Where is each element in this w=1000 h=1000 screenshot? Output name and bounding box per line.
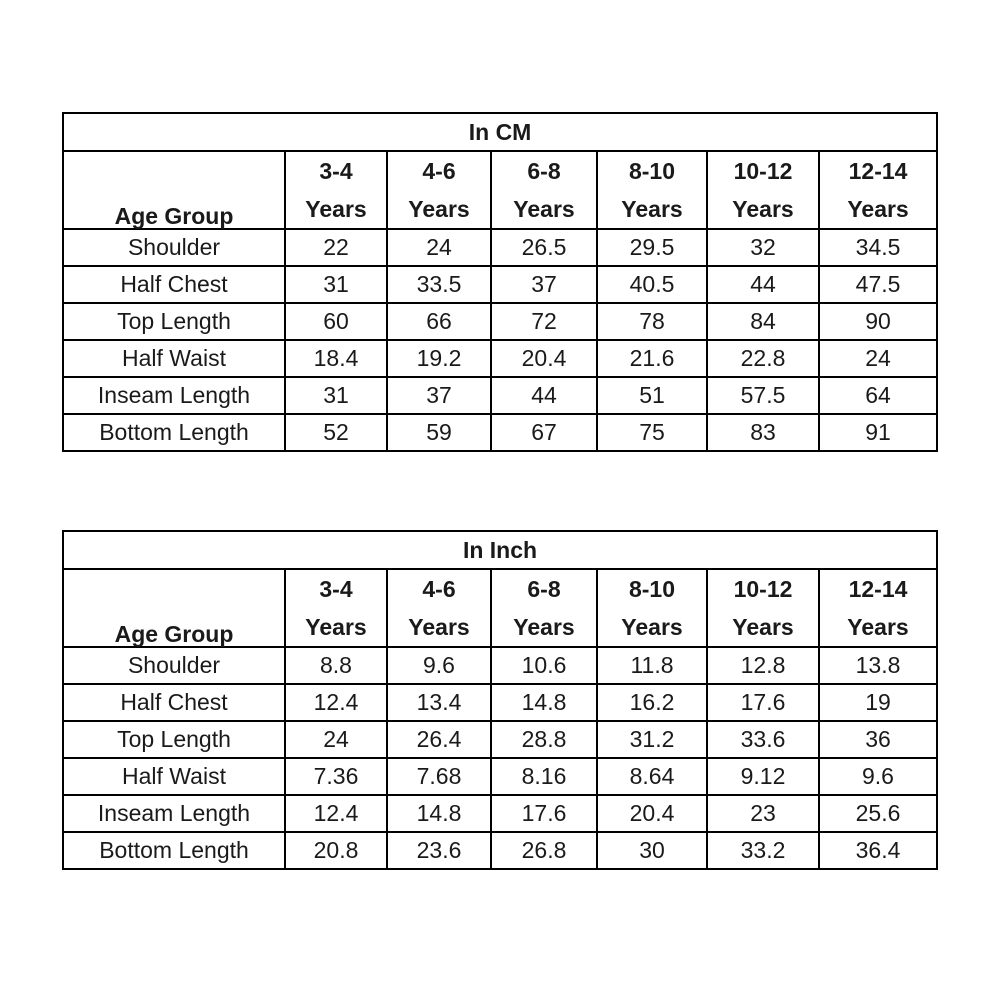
age-column-header bbox=[707, 569, 819, 647]
measurement-value: 67 bbox=[491, 414, 597, 451]
table-row bbox=[63, 229, 937, 266]
measurement-value: 23 bbox=[707, 795, 819, 832]
measurement-value: 23.6 bbox=[387, 832, 491, 869]
measurement-value: 28.8 bbox=[491, 721, 597, 758]
age-column-header bbox=[491, 151, 597, 229]
table-row bbox=[63, 266, 937, 303]
table-row bbox=[63, 340, 937, 377]
measurement-value: 31 bbox=[285, 266, 387, 303]
age-unit: Years bbox=[732, 614, 794, 640]
age-range: 6-8 bbox=[527, 158, 561, 184]
age-group-header: Age Group bbox=[63, 569, 285, 647]
measurement-value: 32 bbox=[707, 229, 819, 266]
measurement-value: 16.2 bbox=[597, 684, 707, 721]
measurement-value: 83 bbox=[707, 414, 819, 451]
measurement-value: 19.2 bbox=[387, 340, 491, 377]
age-column-header bbox=[285, 569, 387, 647]
measurement-value: 78 bbox=[597, 303, 707, 340]
table-row bbox=[63, 721, 937, 758]
age-unit: Years bbox=[513, 614, 575, 640]
measurement-value: 20.4 bbox=[491, 340, 597, 377]
age-unit: Years bbox=[513, 196, 575, 222]
measurement-value: 31 bbox=[285, 377, 387, 414]
age-column-header bbox=[819, 569, 937, 647]
measurement-value: 31.2 bbox=[597, 721, 707, 758]
measurement-value: 9.6 bbox=[819, 758, 937, 795]
measurement-value: 26.4 bbox=[387, 721, 491, 758]
measurement-value: 36 bbox=[819, 721, 937, 758]
measurement-value: 10.6 bbox=[491, 647, 597, 684]
measurement-label: Half Chest bbox=[63, 684, 285, 721]
size-table-inch bbox=[62, 530, 938, 870]
measurement-label: Inseam Length bbox=[63, 795, 285, 832]
measurement-value: 24 bbox=[819, 340, 937, 377]
age-range: 10-12 bbox=[733, 576, 793, 602]
age-range: 3-4 bbox=[319, 576, 353, 602]
measurement-value: 20.8 bbox=[285, 832, 387, 869]
table-row bbox=[63, 684, 937, 721]
age-range: 6-8 bbox=[527, 576, 561, 602]
measurement-value: 84 bbox=[707, 303, 819, 340]
measurement-value: 14.8 bbox=[491, 684, 597, 721]
measurement-value: 25.6 bbox=[819, 795, 937, 832]
age-column-header bbox=[819, 151, 937, 229]
table-title: In Inch bbox=[63, 531, 937, 569]
measurement-value: 26.8 bbox=[491, 832, 597, 869]
measurement-value: 26.5 bbox=[491, 229, 597, 266]
measurement-value: 66 bbox=[387, 303, 491, 340]
measurement-value: 7.68 bbox=[387, 758, 491, 795]
age-unit: Years bbox=[847, 614, 909, 640]
measurement-value: 60 bbox=[285, 303, 387, 340]
measurement-label: Shoulder bbox=[63, 229, 285, 266]
measurement-value: 33.2 bbox=[707, 832, 819, 869]
size-table-cm bbox=[62, 112, 938, 452]
measurement-value: 17.6 bbox=[707, 684, 819, 721]
measurement-value: 40.5 bbox=[597, 266, 707, 303]
measurement-label: Shoulder bbox=[63, 647, 285, 684]
measurement-value: 19 bbox=[819, 684, 937, 721]
table-row bbox=[63, 414, 937, 451]
table-row bbox=[63, 758, 937, 795]
measurement-value: 18.4 bbox=[285, 340, 387, 377]
age-range: 8-10 bbox=[628, 158, 676, 184]
table-row bbox=[63, 303, 937, 340]
measurement-value: 37 bbox=[387, 377, 491, 414]
measurement-label: Half Waist bbox=[63, 340, 285, 377]
age-range: 4-6 bbox=[422, 158, 456, 184]
measurement-label: Bottom Length bbox=[63, 414, 285, 451]
age-range: 3-4 bbox=[319, 158, 353, 184]
measurement-value: 33.5 bbox=[387, 266, 491, 303]
age-range: 10-12 bbox=[733, 158, 793, 184]
measurement-value: 34.5 bbox=[819, 229, 937, 266]
measurement-label: Top Length bbox=[63, 303, 285, 340]
measurement-value: 59 bbox=[387, 414, 491, 451]
age-range: 12-14 bbox=[848, 158, 908, 184]
measurement-value: 47.5 bbox=[819, 266, 937, 303]
age-column-header bbox=[597, 151, 707, 229]
age-unit: Years bbox=[847, 196, 909, 222]
measurement-value: 24 bbox=[285, 721, 387, 758]
measurement-value: 52 bbox=[285, 414, 387, 451]
age-range: 8-10 bbox=[628, 576, 676, 602]
measurement-value: 12.4 bbox=[285, 795, 387, 832]
measurement-value: 44 bbox=[707, 266, 819, 303]
age-unit: Years bbox=[408, 614, 470, 640]
age-unit: Years bbox=[621, 196, 683, 222]
measurement-value: 51 bbox=[597, 377, 707, 414]
measurement-value: 8.16 bbox=[491, 758, 597, 795]
table-row bbox=[63, 377, 937, 414]
measurement-value: 75 bbox=[597, 414, 707, 451]
measurement-value: 8.64 bbox=[597, 758, 707, 795]
measurement-label: Half Waist bbox=[63, 758, 285, 795]
table-row bbox=[63, 795, 937, 832]
measurement-value: 22 bbox=[285, 229, 387, 266]
age-column-header bbox=[387, 569, 491, 647]
measurement-value: 72 bbox=[491, 303, 597, 340]
age-range: 12-14 bbox=[848, 576, 908, 602]
measurement-label: Inseam Length bbox=[63, 377, 285, 414]
measurement-value: 13.4 bbox=[387, 684, 491, 721]
measurement-label: Half Chest bbox=[63, 266, 285, 303]
measurement-value: 20.4 bbox=[597, 795, 707, 832]
age-column-header bbox=[285, 151, 387, 229]
measurement-value: 33.6 bbox=[707, 721, 819, 758]
measurement-value: 29.5 bbox=[597, 229, 707, 266]
table-title: In CM bbox=[63, 113, 937, 151]
measurement-value: 14.8 bbox=[387, 795, 491, 832]
measurement-value: 12.4 bbox=[285, 684, 387, 721]
measurement-value: 57.5 bbox=[707, 377, 819, 414]
measurement-value: 9.6 bbox=[387, 647, 491, 684]
measurement-label: Bottom Length bbox=[63, 832, 285, 869]
measurement-value: 12.8 bbox=[707, 647, 819, 684]
age-unit: Years bbox=[305, 196, 367, 222]
measurement-value: 30 bbox=[597, 832, 707, 869]
measurement-value: 7.36 bbox=[285, 758, 387, 795]
measurement-value: 17.6 bbox=[491, 795, 597, 832]
age-range: 4-6 bbox=[422, 576, 456, 602]
table-row bbox=[63, 832, 937, 869]
age-unit: Years bbox=[732, 196, 794, 222]
measurement-value: 64 bbox=[819, 377, 937, 414]
age-unit: Years bbox=[621, 614, 683, 640]
age-group-header: Age Group bbox=[63, 151, 285, 229]
measurement-label: Top Length bbox=[63, 721, 285, 758]
measurement-value: 91 bbox=[819, 414, 937, 451]
measurement-value: 37 bbox=[491, 266, 597, 303]
measurement-value: 44 bbox=[491, 377, 597, 414]
measurement-value: 21.6 bbox=[597, 340, 707, 377]
age-column-header bbox=[707, 151, 819, 229]
table-row bbox=[63, 647, 937, 684]
measurement-value: 36.4 bbox=[819, 832, 937, 869]
age-column-header bbox=[387, 151, 491, 229]
measurement-value: 9.12 bbox=[707, 758, 819, 795]
age-unit: Years bbox=[305, 614, 367, 640]
measurement-value: 24 bbox=[387, 229, 491, 266]
age-column-header bbox=[597, 569, 707, 647]
measurement-value: 11.8 bbox=[597, 647, 707, 684]
measurement-value: 22.8 bbox=[707, 340, 819, 377]
age-unit: Years bbox=[408, 196, 470, 222]
measurement-value: 8.8 bbox=[285, 647, 387, 684]
age-column-header bbox=[491, 569, 597, 647]
measurement-value: 13.8 bbox=[819, 647, 937, 684]
measurement-value: 90 bbox=[819, 303, 937, 340]
